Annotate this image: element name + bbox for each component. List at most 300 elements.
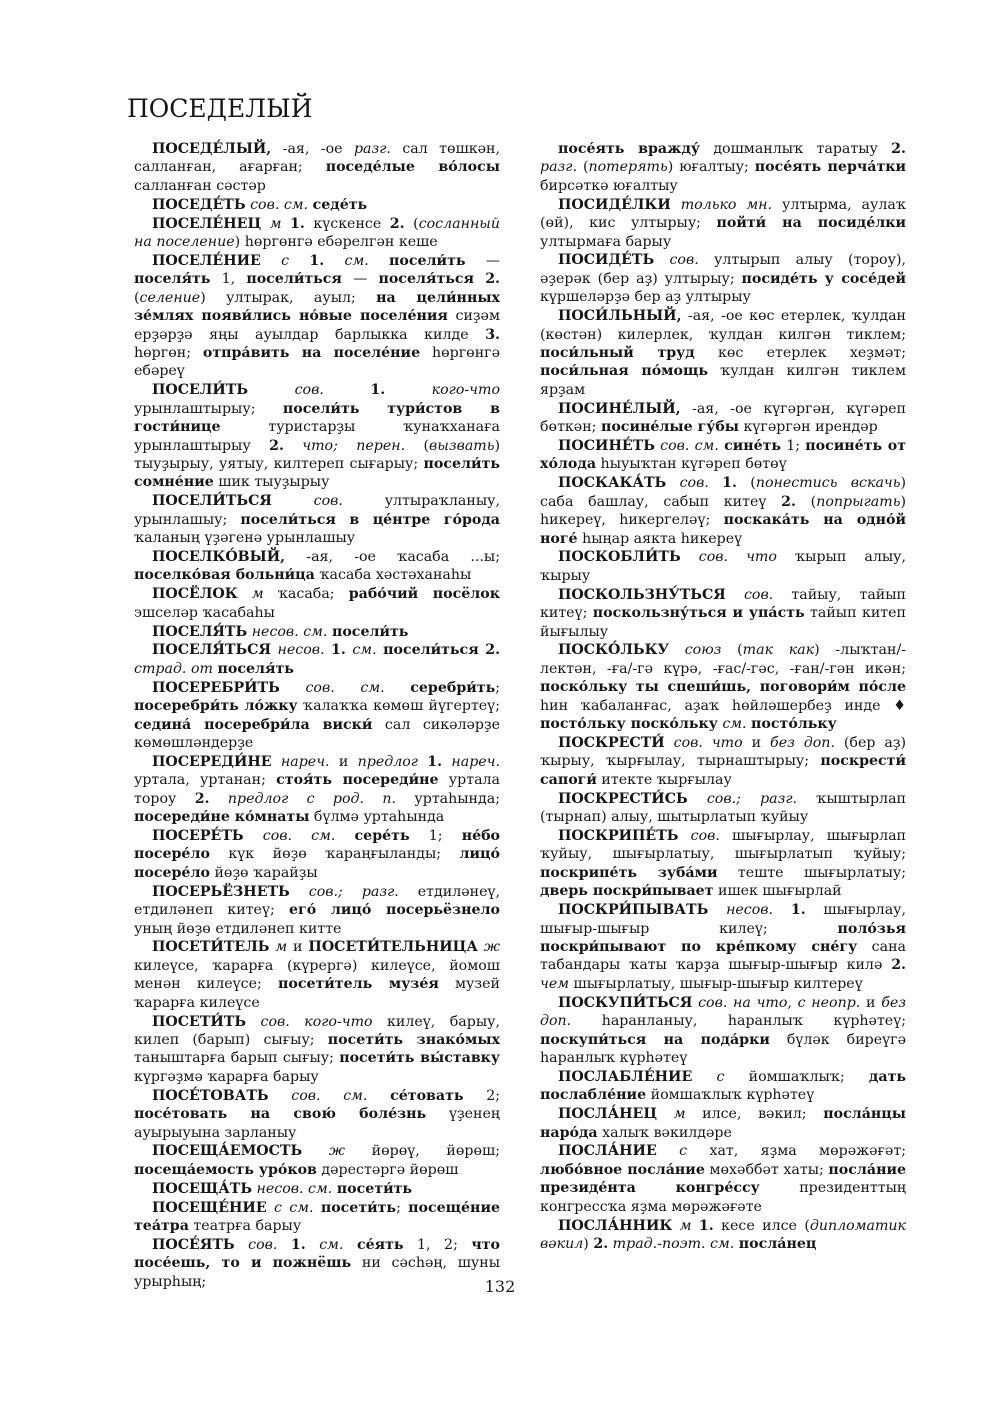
entry-text: и bbox=[742, 735, 771, 751]
entry-text: килеүсе, ҡарарға (күрергә) килеүсе, йомош менән килеүсе; bbox=[134, 957, 500, 993]
entry-headword: посети́тель музе́я bbox=[277, 976, 439, 993]
entry-headword: се́ять bbox=[356, 1236, 404, 1253]
entry-grammar-note: сов. bbox=[313, 493, 343, 510]
entry-text: ҡыштырлап (тырнап) алыу, шытырлатып ҡуйыу bbox=[540, 790, 906, 826]
entry-grammar-note: ж bbox=[483, 939, 501, 956]
entry-headword: любо́вное посла́ние bbox=[540, 1161, 705, 1178]
entry-text: таныштарға барып сығыу; bbox=[134, 1050, 340, 1067]
entry-text: уртала тороу bbox=[134, 772, 500, 807]
entry-grammar-note: с bbox=[281, 252, 290, 269]
entry-headword: ПОСЕ́ЯТЬ bbox=[152, 1236, 235, 1253]
entry-headword: поселя́ть bbox=[217, 660, 294, 677]
entry-headword: поседе́лые во́лосы bbox=[325, 159, 500, 176]
entry-text: йөрөү, йөрөш; bbox=[344, 1143, 500, 1160]
entry-text: бирсәткә юғалтыу bbox=[540, 177, 678, 194]
entry-headword: ПОСЕРЕ́ТЬ bbox=[152, 828, 244, 845]
entry-text: ни сәсһәң, шуны урырһың; bbox=[134, 1255, 500, 1290]
entry-text bbox=[367, 1088, 390, 1104]
entry-headword: сере́ть bbox=[354, 828, 410, 845]
entry-text bbox=[272, 493, 314, 509]
entry-text: һыуыҡтан күгәреп бөтөү bbox=[596, 456, 787, 473]
dictionary-entry bbox=[134, 1087, 500, 1142]
entry-grammar-note: см. bbox=[722, 716, 747, 733]
entry-headword: поскупи́ться на пода́рки bbox=[540, 1031, 770, 1048]
entry-text bbox=[313, 1200, 320, 1216]
entry-text: сал сикәләрҙе көмөшләндерҙе bbox=[134, 716, 500, 751]
entry-text: ) ултырак, ауыл; bbox=[200, 289, 377, 306]
entry-headword: посе́ять вражду́ bbox=[558, 141, 700, 157]
entry-headword: ПОСЕЩА́ТЬ bbox=[152, 1180, 253, 1197]
entry-text: ҡалаҡҡа көмөш йүгертеү; bbox=[297, 698, 500, 715]
dictionary-entry bbox=[134, 827, 500, 882]
entry-text: дошманлыҡ таратыу bbox=[700, 141, 892, 157]
entry-text: күргәҙмә ҡарарға барыу bbox=[134, 1068, 319, 1085]
entry-text: и bbox=[287, 939, 309, 956]
entry-headword: ПОСЕЛЕ́НИЕ bbox=[152, 252, 261, 269]
entry-grammar-note: м bbox=[673, 1106, 686, 1123]
entry-grammar-note: сов.; bbox=[706, 790, 741, 807]
entry-text: ҡасаба хәстәханаһы bbox=[314, 567, 472, 584]
entry-text: сиҙәм ерҙәрҙә яңы ауылдар барлыкка килде bbox=[134, 308, 500, 343]
entry-grammar-note: сов. bbox=[248, 1236, 278, 1253]
entry-grammar-note: понестись вскачь bbox=[755, 475, 901, 492]
entry-text: ( bbox=[134, 289, 140, 306]
entry-text bbox=[692, 1069, 716, 1085]
entry-headword: ПОСЕЩЕ́НИЕ bbox=[152, 1199, 267, 1216]
entry-text bbox=[289, 253, 309, 269]
entry-headword: 1. bbox=[290, 215, 305, 232]
entry-headword: посереди́не ко́мнаты bbox=[134, 809, 310, 826]
entry-text bbox=[672, 1218, 679, 1234]
dictionary-entry bbox=[134, 381, 500, 491]
entry-text bbox=[665, 735, 674, 751]
entry-headword: стоя́ть посереди́не bbox=[276, 772, 439, 789]
entry-headword: серебри́ть bbox=[410, 679, 496, 696]
entry-text: һин ҡабаланғас, аҙаҡ һөйләшербеҙ инде ♦ bbox=[540, 697, 906, 714]
entry-headword: 1. bbox=[290, 1236, 306, 1253]
entry-text: күршеләрҙә бер аҙ ултырыу bbox=[540, 289, 751, 306]
entry-text bbox=[261, 253, 281, 269]
entry-headword: ПОСЕЛКО́ВЫЙ, bbox=[152, 548, 286, 565]
entry-text bbox=[657, 1143, 679, 1159]
entry-headword: поселя́ться bbox=[378, 271, 474, 288]
entry-text: урынлаштырыу; bbox=[134, 400, 283, 417]
entry-grammar-note: см. bbox=[319, 1236, 344, 1253]
entry-text bbox=[654, 252, 669, 268]
entry-text bbox=[671, 197, 681, 213]
entry-text: ; bbox=[495, 679, 500, 696]
entry-headword: ПОСИНЕ́ЛЫЙ, bbox=[558, 400, 681, 417]
entry-text: килеү, барыу, килеп (барып) сығыу; bbox=[134, 1013, 500, 1048]
entry-headword: поселя́ть bbox=[134, 271, 211, 288]
entry-text: ) һикереү, һикергеләү; bbox=[540, 493, 906, 529]
entry-headword: ПОСЕРЕДИ́НЕ bbox=[152, 753, 272, 770]
entry-text: — bbox=[465, 252, 500, 269]
dictionary-entry bbox=[134, 1013, 500, 1087]
entry-headword: 1. bbox=[331, 642, 346, 659]
entry-headword: ПОСЕРЕБРИ́ТЬ bbox=[152, 679, 280, 696]
entry-grammar-note: потерять bbox=[588, 159, 668, 176]
entry-grammar-note: что; перен. bbox=[302, 437, 406, 454]
dictionary-entry bbox=[134, 252, 500, 381]
right-column bbox=[540, 140, 906, 1254]
entry-text: -ая, -ое bbox=[271, 141, 354, 157]
entry-headword: посели́ть bbox=[389, 252, 466, 269]
entry-headword: 1. bbox=[309, 252, 325, 269]
entry-headword: посе́ять перча́тки bbox=[754, 159, 907, 176]
entry-headword: поскрести́ сапоги́ bbox=[540, 753, 906, 788]
entry-headword: посла́нцы наро́да bbox=[540, 1106, 906, 1141]
entry-text bbox=[210, 791, 228, 807]
entry-grammar-note: сов. bbox=[669, 252, 699, 269]
entry-grammar-note: чем bbox=[540, 975, 569, 992]
entry-headword: посла́нец bbox=[738, 1235, 817, 1252]
entry-headword: ПОСКОЛЬЗНУ́ТЬСЯ bbox=[558, 586, 726, 603]
entry-headword: 2. bbox=[891, 141, 906, 157]
entry-headword: ПОСКРЕСТИ́СЬ bbox=[558, 790, 688, 807]
entry-text: сал төшкән, салланған, ағарған; bbox=[134, 141, 500, 176]
entry-headword: посели́ться bbox=[383, 642, 479, 659]
entry-headword: посеребри́ть ло́жку bbox=[134, 698, 298, 715]
entry-text: күгәргән ирендәр bbox=[739, 419, 878, 436]
entry-text: эшселәр ҡасабаһы bbox=[134, 604, 275, 621]
entry-headword: отпра́вить на поселе́ние bbox=[202, 344, 421, 361]
dictionary-entry bbox=[134, 585, 500, 622]
entry-grammar-note: только мн. bbox=[680, 196, 773, 213]
entry-text: ҡасаба; bbox=[263, 586, 349, 603]
entry-headword: посеще́ние теа́тра bbox=[134, 1199, 500, 1235]
entry-text bbox=[741, 791, 760, 807]
dictionary-entry bbox=[540, 474, 906, 548]
entry-grammar-note: разг. bbox=[361, 883, 399, 900]
entry-text bbox=[238, 586, 252, 602]
entry-text bbox=[688, 791, 707, 807]
entry-headword: ПОСКРИПЕ́ТЬ bbox=[558, 828, 679, 845]
entry-headword: ПОСЕТИ́ТЕЛЬНИЦА bbox=[308, 939, 478, 956]
entry-grammar-note: сов. что bbox=[698, 549, 777, 566]
entry-text: — bbox=[341, 271, 379, 288]
dictionary-entry bbox=[540, 790, 906, 827]
entry-headword: ПОСКРИ́ПЫВАТЬ bbox=[558, 902, 709, 919]
entry-text: ) тыуҙырыу, уятыу, килтереп сығарыу; bbox=[134, 437, 501, 472]
entry-headword: ПОСЕТИ́ТЕЛЬ bbox=[152, 939, 270, 956]
entry-text bbox=[261, 216, 270, 232]
dictionary-entry bbox=[540, 1068, 906, 1105]
entry-headword: посели́ться в це́нтре го́рода bbox=[240, 511, 500, 528]
entry-text: ултырма, аулаҡ (өй), кис ултырыу; bbox=[540, 196, 906, 232]
dictionary-entry bbox=[540, 827, 906, 901]
entry-text: итекте ҡырғылау bbox=[596, 771, 732, 788]
dictionary-entry bbox=[540, 641, 906, 733]
entry-headword: 2. bbox=[485, 642, 501, 659]
entry-grammar-note: разг. bbox=[760, 790, 798, 807]
entry-headword: поскользну́ться и упа́сть bbox=[592, 605, 805, 622]
entry-headword: посине́лые гу́бы bbox=[600, 419, 740, 436]
entry-grammar-note: сов. см. bbox=[660, 438, 719, 454]
entry-grammar-note: несов. bbox=[726, 902, 774, 919]
entry-headword: 2. bbox=[593, 1235, 609, 1252]
entry-grammar-note: сов. bbox=[690, 828, 720, 845]
entry-grammar-note: дипломатик вәкил bbox=[540, 1217, 907, 1252]
entry-text bbox=[248, 382, 295, 398]
entry-headword: ПОСЛА́НЕЦ bbox=[558, 1106, 658, 1123]
entry-headword: ПОСЁЛОК bbox=[152, 586, 238, 603]
entry-text bbox=[302, 1143, 329, 1159]
dictionary-entry bbox=[134, 215, 500, 252]
entry-text: ултырмаға барыу bbox=[540, 233, 672, 250]
dictionary-entry bbox=[540, 437, 906, 474]
entry-headword: 2. bbox=[389, 215, 405, 232]
entry-text: уртаһында; bbox=[396, 790, 500, 807]
entry-grammar-note: несов. см. bbox=[251, 623, 328, 640]
entry-text: ) юғалтыу; bbox=[667, 159, 755, 176]
entry-grammar-note: сов. на что, с неопр. bbox=[698, 994, 861, 1011]
entry-grammar-note: сосланный на поселение bbox=[134, 215, 500, 251]
entry-grammar-note: сов. bbox=[294, 382, 324, 399]
entry-text: йомшаҡлыҡ күрһәтеү bbox=[646, 1087, 815, 1104]
entry-text: ҡулдан килгән тиклем ярҙам bbox=[540, 363, 906, 398]
entry-grammar-note: сов. см. bbox=[262, 828, 336, 845]
dictionary-entry bbox=[540, 307, 906, 399]
entry-text: һаранланыу, һаранлыҡ күрһәтеү; bbox=[571, 1013, 906, 1030]
dictionary-entry bbox=[134, 883, 500, 938]
entry-text: тайып китеп йығылыу bbox=[540, 605, 906, 640]
entry-text: ) саба башлау, сабып китеү bbox=[540, 475, 907, 510]
entry-headword: поси́льная по́мощь bbox=[540, 363, 708, 380]
entry-headword: ПОСЕЩА́ЕМОСТЬ bbox=[152, 1143, 303, 1160]
entry-grammar-note: с см. bbox=[273, 1199, 314, 1216]
entry-text: театрға барыу bbox=[188, 1218, 302, 1235]
entry-text: күк йөҙө ҡараңғыланды; bbox=[209, 846, 460, 863]
entry-grammar-note: несов. см. bbox=[256, 1180, 333, 1197]
entry-text bbox=[442, 754, 451, 770]
entry-headword: ПОСЛА́НИЕ bbox=[558, 1143, 657, 1160]
entry-text: 2; bbox=[463, 1087, 500, 1104]
entry-text: 1; bbox=[409, 828, 462, 845]
entry-headword: 1. bbox=[698, 1217, 714, 1234]
entry-headword: ПОСКОБЛИ́ТЬ bbox=[558, 549, 681, 566]
entry-headword: ПОСЕ́ТОВАТЬ bbox=[152, 1087, 269, 1104]
entry-text bbox=[281, 216, 290, 232]
entry-text: -ая, -ое ҡасаба ...ы; bbox=[285, 548, 500, 565]
entry-text: ултыраҡланыу, урынлашыу; bbox=[134, 493, 500, 528]
entry-text: тайыу, тайып китеү; bbox=[540, 586, 906, 622]
entry-grammar-note: сов. bbox=[679, 475, 709, 492]
entry-text bbox=[335, 828, 354, 844]
entry-text bbox=[418, 754, 427, 770]
entry-text: бүлмә уртаһында bbox=[309, 809, 445, 826]
entry-text bbox=[324, 253, 344, 269]
dictionary-entry bbox=[134, 623, 500, 641]
entry-headword: 2. bbox=[781, 493, 796, 510]
entry-text: һөргөнгә ебәреү bbox=[134, 344, 500, 380]
entry-text bbox=[474, 271, 485, 287]
entry-text: шығырлатыу, шығыр-шығыр килтереү bbox=[569, 975, 863, 992]
entry-headword: посети́ть знако́мых bbox=[327, 1032, 501, 1048]
entry-headword: не́бо посере́ло bbox=[134, 828, 501, 863]
entry-headword: на цели́нных зе́млях появи́лись но́вые поселе́ния bbox=[134, 289, 501, 325]
entry-headword: ПОСИДЕ́ТЬ bbox=[558, 252, 655, 269]
entry-headword: ПОСЕЛИ́ТЬ bbox=[152, 382, 249, 399]
entry-text: уртала, уртанан; bbox=[134, 772, 277, 789]
dictionary-entry bbox=[134, 1142, 500, 1179]
entry-headword: посели́ть тури́стов в гости́нице bbox=[134, 400, 500, 436]
entry-text: ( bbox=[405, 437, 430, 454]
entry-headword: сине́ть bbox=[724, 438, 782, 454]
entry-text bbox=[709, 475, 722, 491]
entry-text bbox=[679, 828, 691, 844]
entry-headword: 1. bbox=[370, 382, 386, 399]
entry-text bbox=[343, 1237, 357, 1253]
entry-headword: посла́ние президе́нта конгре́ссу bbox=[540, 1161, 907, 1197]
dictionary-entry bbox=[134, 1180, 500, 1198]
entry-grammar-note: кого-что bbox=[431, 382, 500, 399]
entry-grammar-note: см. bbox=[344, 252, 369, 269]
page-title: ПОСЕДЕЛЫЙ bbox=[127, 94, 313, 123]
dictionary-entry bbox=[540, 196, 906, 251]
entry-text bbox=[290, 884, 309, 900]
dictionary-entry bbox=[540, 994, 906, 1068]
entry-text: 1, 2; bbox=[403, 1236, 472, 1253]
entry-grammar-note: ж bbox=[328, 1143, 345, 1160]
entry-grammar-note: сов.; bbox=[308, 883, 343, 900]
entry-headword: посети́ть bbox=[336, 1180, 413, 1197]
dictionary-entry bbox=[540, 1217, 906, 1254]
entry-text: 1, bbox=[210, 271, 247, 288]
entry-headword: 1. bbox=[722, 475, 737, 492]
entry-headword: ПОСЕЛЯ́ТЬ bbox=[152, 623, 248, 640]
entry-grammar-note: селение bbox=[139, 289, 201, 306]
entry-text: ; bbox=[396, 1199, 409, 1216]
dictionary-entry bbox=[134, 938, 500, 1012]
entry-grammar-note: сов. см. bbox=[291, 1087, 368, 1104]
entry-text bbox=[385, 382, 432, 398]
entry-grammar-note: попрыгать bbox=[816, 493, 901, 510]
entry-text bbox=[235, 1237, 249, 1253]
entry-headword: посе́товать на свою́ боле́знь bbox=[134, 1106, 427, 1123]
dictionary-entry bbox=[134, 140, 500, 195]
entry-headword: дверь поскри́пывает bbox=[540, 883, 714, 900]
entry-text bbox=[681, 549, 699, 565]
entry-text: йомшаҡлыҡ; bbox=[724, 1068, 869, 1085]
entry-headword: ПОСЕТИ́ТЬ bbox=[152, 1013, 247, 1030]
entry-text: и bbox=[860, 994, 882, 1011]
dictionary-entry bbox=[134, 1199, 500, 1236]
entry-grammar-note: м bbox=[251, 586, 264, 603]
entry-headword: ПОСЛА́ННИК bbox=[558, 1217, 673, 1234]
entry-text: һыңар аякта һикереү bbox=[577, 530, 743, 547]
entry-headword: ПОСЕДЕ́ЛЫЙ, bbox=[152, 141, 272, 157]
entry-text bbox=[306, 1237, 320, 1253]
entry-grammar-note: сов. кого-что bbox=[260, 1013, 373, 1030]
entry-headword: 2. bbox=[269, 437, 284, 454]
entry-text bbox=[280, 680, 306, 696]
entry-text: ) һөргөнгә ебәрелгән кеше bbox=[234, 234, 438, 251]
entry-text: -ая, -ое көс етерлек, ҡулдан (көстән) килерлек, ҡулдан килгән тиклем; bbox=[540, 308, 906, 343]
entry-headword: поскака́ть на одно́й ноге́ bbox=[540, 512, 906, 547]
dictionary-entry bbox=[540, 548, 906, 585]
entry-grammar-note: без доп. bbox=[540, 994, 907, 1030]
dictionary-entry bbox=[540, 1142, 906, 1216]
entry-headword: посине́ть от хо́лода bbox=[540, 438, 907, 473]
entry-headword: посели́ться bbox=[246, 271, 342, 288]
entry-text: (бер аҙ) ҡырыу, ҡырғылау, тырнаштырыу; bbox=[540, 735, 907, 770]
left-column bbox=[134, 140, 500, 1292]
entry-grammar-note: сов. см. bbox=[250, 196, 309, 213]
entry-headword: посто́льку bbox=[751, 716, 837, 733]
entry-text: туристарҙы ҡунаҡханаға урынлаштырыу bbox=[134, 419, 500, 454]
dictionary-entry bbox=[540, 586, 906, 641]
entry-text: ( bbox=[404, 215, 419, 232]
entry-headword: посто́льку поско́льку bbox=[540, 716, 718, 733]
entry-text bbox=[657, 1106, 674, 1122]
entry-headword: ПОСЕРЬЁЗНЕТЬ bbox=[152, 883, 290, 900]
entry-headword: седина́ посеребри́ла виски́ bbox=[134, 716, 373, 733]
entry-headword: ПОСЛАБЛЕ́НИЕ bbox=[558, 1068, 693, 1085]
entry-headword: ПОСЕЛИ́ТЬСЯ bbox=[152, 493, 272, 510]
entry-headword: лицо́ посере́ло bbox=[134, 846, 500, 881]
entry-headword: 2. bbox=[194, 790, 210, 807]
entry-headword: ПОСЕЛЕ́НЕЦ bbox=[152, 215, 262, 232]
entry-text bbox=[284, 438, 302, 454]
entry-headword: ПОСЕДЕ́ТЬ bbox=[152, 196, 246, 213]
dictionary-entry bbox=[134, 492, 500, 547]
entry-text: кесе илсе ( bbox=[713, 1217, 810, 1234]
entry-text: шығырлау, шығырлап ҡуйыу, шығырлатыу, шығырлатып ҡуйыу; bbox=[540, 828, 907, 863]
dictionary-entry bbox=[540, 734, 906, 789]
entry-headword: ПОСИДЕ́ЛКИ bbox=[558, 196, 671, 213]
entry-text bbox=[246, 1014, 260, 1030]
entry-headword: посеща́емость уро́ков bbox=[134, 1161, 317, 1178]
entry-grammar-note: с bbox=[716, 1068, 725, 1085]
entry-text: ултырып алыу (тороу), әҙерәк (бер аҙ) ултырыу; bbox=[540, 252, 906, 287]
entry-grammar-note: вызвать bbox=[429, 437, 495, 454]
entry-text: музей ҡарарға килеүсе bbox=[134, 976, 500, 1011]
entry-text: ) -лыҡтан/-лектән, -ға/-гә күрә, -ғас/-гәс, -ған/-гән икән; bbox=[540, 642, 907, 677]
entry-text: шығырлау, шығыр-шығыр килеү; bbox=[540, 902, 907, 937]
entry-text bbox=[324, 382, 371, 398]
dictionary-entry bbox=[540, 901, 906, 993]
entry-grammar-note: без доп. bbox=[770, 735, 835, 751]
entry-text: үҙенең ауырыуына зарланыу bbox=[134, 1106, 500, 1141]
entry-grammar-note: с bbox=[679, 1143, 688, 1160]
entry-headword: посели́ть bbox=[331, 623, 409, 640]
entry-headword: ПОСКУПИ́ТЬСЯ bbox=[558, 994, 693, 1011]
entry-headword: ПОСИНЕ́ТЬ bbox=[558, 438, 655, 454]
entry-text: хат, яҙма мөрәжәғәт; bbox=[687, 1143, 906, 1160]
dictionary-entry bbox=[540, 400, 906, 437]
entry-headword: поси́льный труд bbox=[540, 344, 695, 361]
entry-text: көс етерлек хеҙмәт; bbox=[694, 344, 906, 361]
entry-grammar-note: страд. от bbox=[134, 660, 213, 677]
entry-text: йөҙө ҡарайҙы bbox=[209, 864, 318, 881]
entry-text: ҡаланың үҙәгенә урынлашыу bbox=[134, 530, 356, 547]
dictionary-entry bbox=[134, 196, 500, 214]
entry-headword: дать послабле́ние bbox=[540, 1068, 906, 1104]
entry-text bbox=[343, 884, 362, 900]
entry-text: 1; bbox=[781, 438, 806, 454]
page-number: 132 bbox=[484, 1277, 516, 1296]
entry-headword: седе́ть bbox=[312, 196, 368, 213]
entry-headword: се́товать bbox=[390, 1087, 464, 1104]
entry-grammar-note: сов. что bbox=[673, 735, 743, 751]
entry-text: сана табандары ҡаты ҡарҙа шығыр-шығыр килә bbox=[540, 938, 906, 974]
entry-text: дәрестәргә йөрөш bbox=[316, 1161, 459, 1178]
entry-text: бүләк биреүгә һаранлыҡ күрһәтеү bbox=[540, 1031, 906, 1066]
entry-grammar-note: разг. bbox=[540, 159, 577, 176]
entry-text: етдиләнеү, етдиләнеп китеү; bbox=[134, 883, 501, 919]
entry-text: ) bbox=[583, 1235, 594, 1252]
